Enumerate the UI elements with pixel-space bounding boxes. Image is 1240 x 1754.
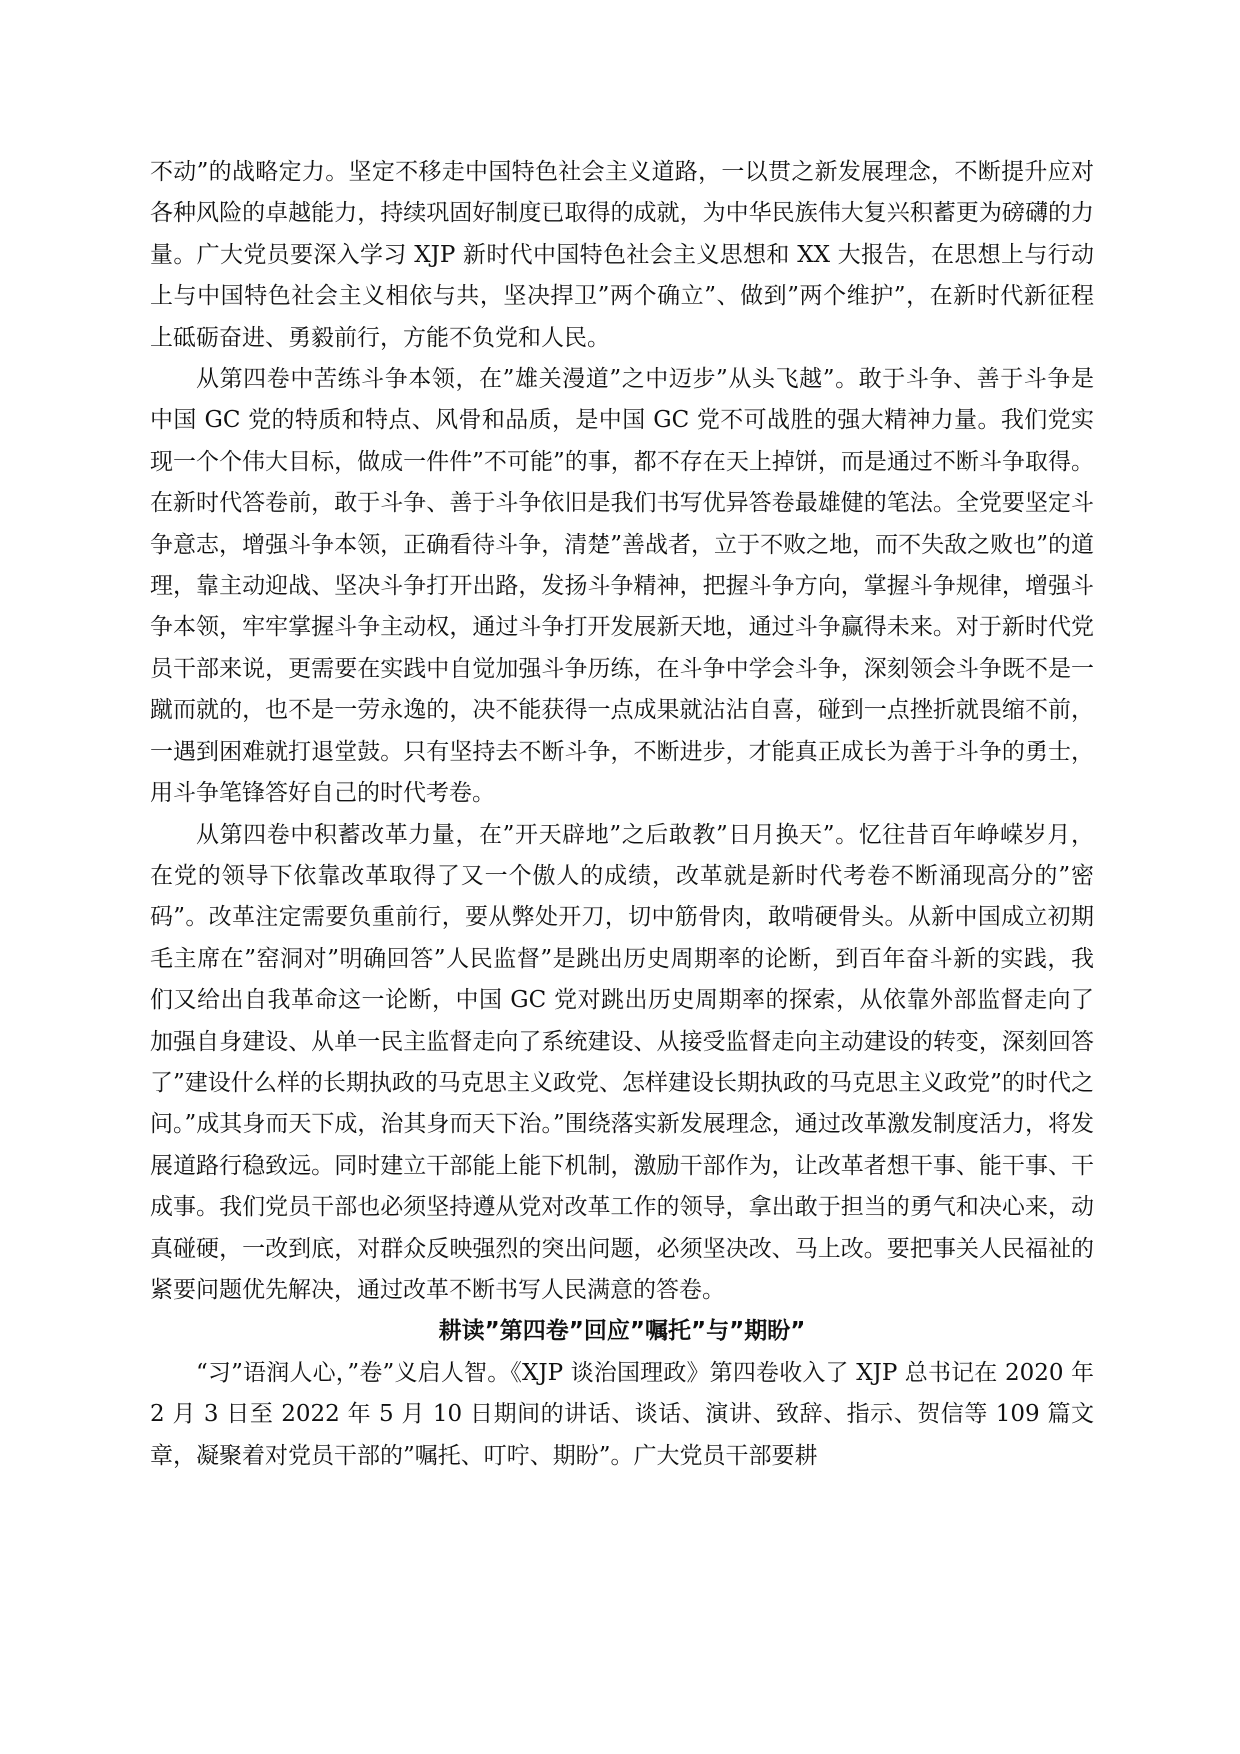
document-page [150, 152, 1094, 1477]
paragraph-closing: “习”语润人心，”卷”义启人智。《XJP 谈治国理政》第四卷收入了 XJP 总书记在 2020 年 2 月 3 日至 2022 年 5 月 10 日期间的讲话、谈话、演讲、致辞、指示、贺信等 109 篇文章，凝聚着对党员干部的”嘱托、叮咛、期盼”。广大党员干部要耕 [150, 1359, 1094, 1469]
paragraph-struggle: 从第四卷中苦练斗争本领，在”雄关漫道”之中迈步”从头飞越”。敢于斗争、善于斗争是中国 GC 党的特质和特点、风骨和品质，是中国 GC 党不可战胜的强大精神力量。我们党实现一个个伟大目标，做成一件件”不可能”的事，都不存在天上掉饼，而是通过不断斗争取得。在新时代答卷前，敢于斗争、善于斗争依旧是我们书写优异答卷最雄健的笔法。全党要坚定斗争意志，增强斗争本领，正确看待斗争，清楚”善战者，立于不败之地，而不失敌之败也”的道理，靠主动迎战、坚决斗争打开出路，发扬斗争精神，把握斗争方向，掌握斗争规律，增强斗争本领，牢牢掌握斗争主动权，通过斗争打开发展新天地，通过斗争赢得未来。对于新时代党员干部来说，更需要在实践中自觉加强斗争历练，在斗争中学会斗争，深刻领会斗争既不是一蹴而就的，也不是一劳永逸的，决不能获得一点成果就沾沾自喜，碰到一点挫折就畏缩不前，一遇到困难就打退堂鼓。只有坚持去不断斗争，不断进步，才能真正成长为善于斗争的勇士，用斗争笔锋答好自己的时代考卷。 [150, 366, 1094, 807]
paragraph-continued: 不动”的战略定力。坚定不移走中国特色社会主义道路，一以贯之新发展理念，不断提升应对各种风险的卓越能力，持续巩固好制度已取得的成就，为中华民族伟大复兴积蓄更为磅礴的力量。广大党员要深入学习 XJP 新时代中国特色社会主义思想和 XX 大报告，在思想上与行动上与中国特色社会主义相依与共，坚决捍卫”两个确立”、做到”两个维护”，在新时代新征程上砥砺奋进、勇毅前行，方能不负党和人民。 [150, 159, 1094, 351]
section-heading: 耕读”第四卷”回应”嘱托”与”期盼” [438, 1318, 806, 1345]
paragraph-reform: 从第四卷中积蓄改革力量，在”开天辟地”之后敢教”日月换天”。忆往昔百年峥嵘岁月，在党的领导下依靠改革取得了又一个傲人的成绩，改革就是新时代考卷不断涌现高分的”密码”。改革注定需要负重前行，要从弊处开刀，切中筋骨肉，敢啃硬骨头。从新中国成立初期毛主席在”窑洞对”明确回答”人民监督”是跳出历史周期率的论断，到百年奋斗新的实践，我们又给出自我革命这一论断，中国 GC 党对跳出历史周期率的探索，从依靠外部监督走向了加强自身建设、从单一民主监督走向了系统建设、从接受监督走向主动建设的转变，深刻回答了”建设什么样的长期执政的马克思主义政党、怎样建设长期执政的马克思主义政党”的时代之问。”成其身而天下成，治其身而天下治。”围绕落实新发展理念，通过改革激发制度活力，将发展道路行稳致远。同时建立干部能上能下机制，激励干部作为，让改革者想干事、能干事、干成事。我们党员干部也必须坚持遵从党对改革工作的领导，拿出敢于担当的勇气和决心来，动真碰硬，一改到底，对群众反映强烈的突出问题，必须坚决改、马上改。要把事关人民福祉的紧要问题优先解决，通过改革不断书写人民满意的答卷。 [150, 821, 1094, 1303]
